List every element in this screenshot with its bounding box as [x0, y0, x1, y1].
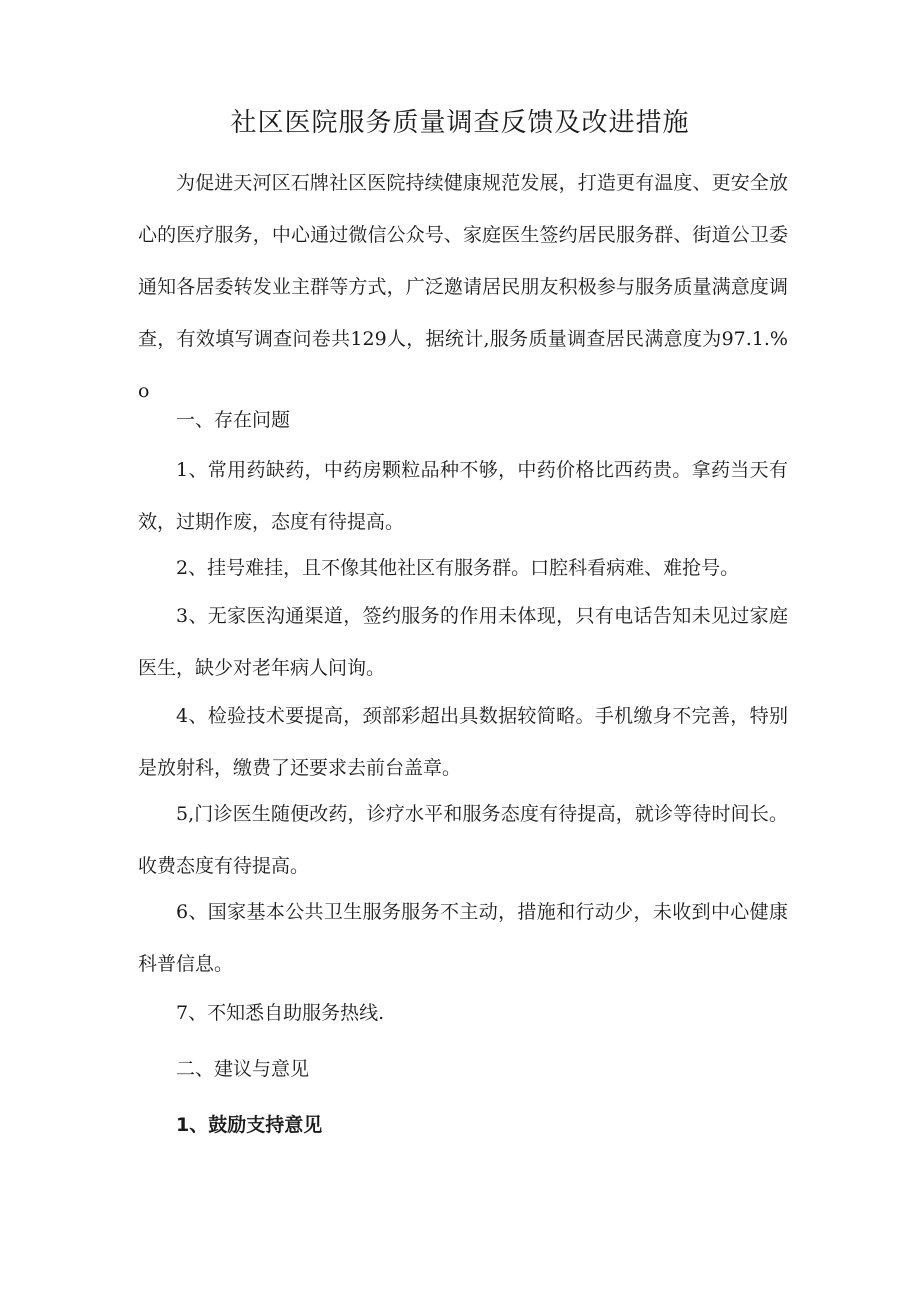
section-heading-suggestions: 二、建议与意见 — [176, 1058, 310, 1080]
problem-item-3: 3、无家医沟通渠道，签约服务的作用未体现，只有电话告知未见过家庭医生，缺少对老年病人问询。 — [138, 605, 788, 679]
subsection-heading-support: 1、鼓励支持意见 — [176, 1114, 323, 1136]
page-title: 社区医院服务质量调查反馈及改进措施 — [230, 108, 690, 138]
problem-item-6: 6、国家基本公共卫生服务服务不主动，措施和行动少，未收到中心健康科普信息。 — [138, 901, 788, 975]
intro-paragraph: 为促进天河区石牌社区医院持续健康规范发展，打造更有温度、更安全放心的医疗服务，中心通过微信公众号、家庭医生签约居民服务群、街道公卫委通知各居委转发业主群等方式，广泛邀请居民朋友积极参与服务质量满意度调查，有效填写调查问卷共129人，据统计,服务质量调查居民满意度为97.1.%o — [138, 172, 788, 402]
problem-item-5: 5,门诊医生随便改药，诊疗水平和服务态度有待提高，就诊等待时间长。收费态度有待提高。 — [138, 803, 788, 877]
section-heading-problems: 一、存在问题 — [176, 409, 291, 431]
problem-item-1: 1、常用药缺药，中药房颗粒品种不够，中药价格比西药贵。拿药当天有效，过期作废，态度有待提高。 — [138, 459, 788, 533]
problem-item-4: 4、检验技术要提高，颈部彩超出具数据较简略。手机缴身不完善，特别是放射科，缴费了还要求去前台盖章。 — [138, 705, 788, 779]
problem-item-2: 2、挂号难挂，且不像其他社区有服务群。口腔科看病难、难抢号。 — [176, 557, 740, 579]
problem-item-7: 7、不知悉自助服务热线. — [176, 1002, 385, 1024]
